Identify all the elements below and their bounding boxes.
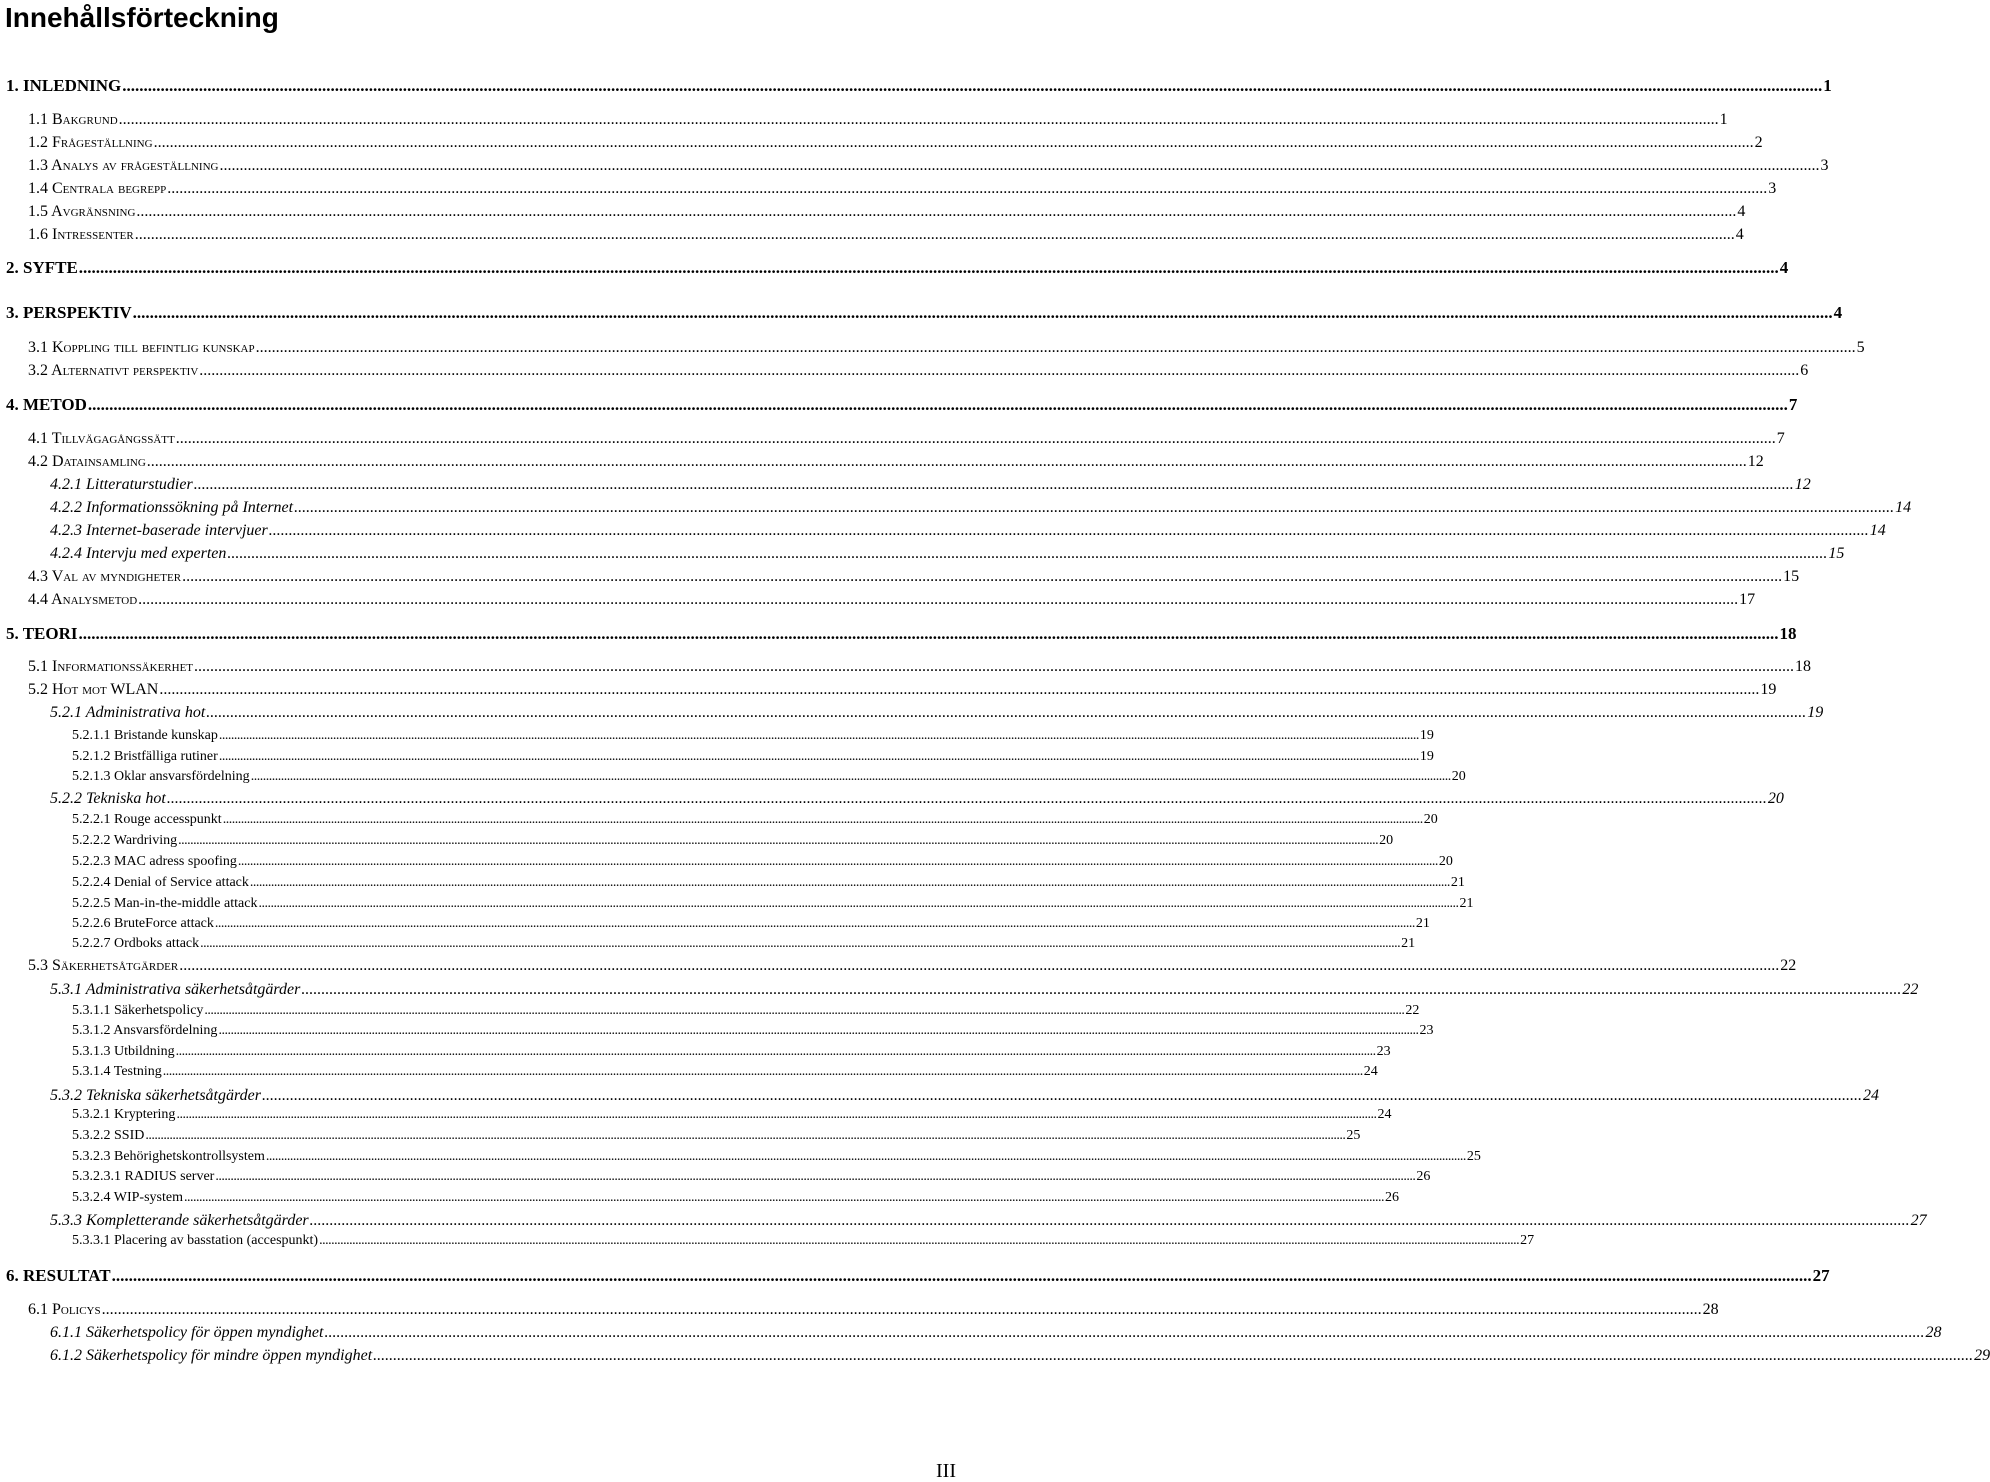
toc-entry-label: 4.2.2 Informationssökning på Internet xyxy=(50,499,294,516)
toc-entry-label: 5.2.2.3 MAC adress spoofing xyxy=(72,854,237,869)
toc-dot-leader: ................................................................................................................................................................................................................................................................................................................................................................................................................ xyxy=(179,957,1780,974)
toc-entry-label: 4.2.1 Litteraturstudier xyxy=(50,476,193,493)
toc-entry[interactable] xyxy=(0,1189,1399,1206)
toc-entry-page: 24 xyxy=(1363,1064,1378,1079)
toc-dot-leader: ................................................................................................................................................................................................................................................................................................................................................................................................................ xyxy=(324,1324,1925,1341)
toc-entry-label: 1.3 Analys av frågeställning xyxy=(28,157,219,174)
toc-dot-leader: ................................................................................................................................................................................................................................................................................................................................................................................................................ xyxy=(206,704,1807,721)
toc-entry[interactable] xyxy=(0,1211,1927,1230)
toc-entry-label: 2. SYFTE xyxy=(6,258,78,277)
toc-entry[interactable] xyxy=(0,832,1394,849)
toc-entry-label: 6.1.2 Säkerhetspolicy för mindre öppen myndighet xyxy=(50,1347,373,1364)
toc-dot-leader: ................................................................................................................................................................................................................................................................................................................................................................................................................ xyxy=(222,812,1423,827)
toc-entry-page: 15 xyxy=(1783,568,1800,585)
toc-dot-leader: ................................................................................................................................................................................................................................................................................................................................................................................................................ xyxy=(255,339,1856,356)
toc-entry[interactable] xyxy=(0,727,1434,744)
toc-dot-leader: ................................................................................................................................................................................................................................................................................................................................................................................................................ xyxy=(167,180,1768,197)
toc-dot-leader: ................................................................................................................................................................................................................................................................................................................................................................................................................ xyxy=(219,157,1820,174)
toc-entry-label: 5.3.1.1 Säkerhetspolicy xyxy=(72,1003,204,1018)
toc-entry[interactable] xyxy=(0,1022,1434,1039)
toc-entry-page: 27 xyxy=(1910,1212,1927,1229)
toc-entry-label: 5.3.2 Tekniska säkerhetsåtgärder xyxy=(50,1087,261,1104)
toc-entry-label: 4.4 Analysmetod xyxy=(28,591,138,608)
toc-entry[interactable] xyxy=(0,956,1797,975)
toc-entry[interactable] xyxy=(0,521,1886,540)
toc-entry[interactable] xyxy=(0,624,1797,644)
toc-entry-page: 19 xyxy=(1807,704,1824,721)
toc-entry-page: 22 xyxy=(1405,1003,1420,1018)
toc-dot-leader: ................................................................................................................................................................................................................................................................................................................................................................................................................ xyxy=(159,681,1760,698)
toc-entry-page: 2 xyxy=(1754,134,1763,151)
toc-entry-page: 14 xyxy=(1895,499,1912,516)
toc-dot-leader: ................................................................................................................................................................................................................................................................................................................................................................................................................ xyxy=(101,1301,1702,1318)
toc-entry-label: 5.3.2.1 Kryptering xyxy=(72,1107,176,1122)
toc-entry-page: 22 xyxy=(1780,957,1797,974)
toc-entry-label: 5.2.2.2 Wardriving xyxy=(72,833,178,848)
toc-entry[interactable] xyxy=(0,133,1763,152)
toc-entry-page: 5 xyxy=(1856,339,1865,356)
toc-entry[interactable] xyxy=(0,590,1756,609)
toc-entry-page: 17 xyxy=(1739,591,1756,608)
toc-entry[interactable] xyxy=(0,156,1829,175)
toc-entry[interactable] xyxy=(0,202,1746,221)
toc-entry[interactable] xyxy=(0,895,1474,912)
toc-dot-leader: ................................................................................................................................................................................................................................................................................................................................................................................................................ xyxy=(118,111,1719,128)
toc-entry[interactable] xyxy=(0,915,1430,932)
toc-entry[interactable] xyxy=(0,748,1434,765)
toc-dot-leader: ................................................................................................................................................................................................................................................................................................................................................................................................................ xyxy=(146,453,1747,470)
toc-entry-page: 7 xyxy=(1788,395,1798,414)
toc-entry[interactable] xyxy=(0,1043,1391,1060)
toc-entry-page: 20 xyxy=(1451,769,1466,784)
toc-entry-page: 27 xyxy=(1812,1266,1830,1285)
toc-dot-leader: ................................................................................................................................................................................................................................................................................................................................................................................................................ xyxy=(193,476,1794,493)
toc-entry-page: 21 xyxy=(1401,936,1416,951)
toc-entry[interactable] xyxy=(0,935,1416,952)
toc-entry-label: 1.2 Frågeställning xyxy=(28,134,153,151)
toc-entry[interactable] xyxy=(0,76,1832,96)
toc-dot-leader: ................................................................................................................................................................................................................................................................................................................................................................................................................ xyxy=(294,499,1895,516)
toc-dot-leader: ................................................................................................................................................................................................................................................................................................................................................................................................................ xyxy=(199,362,1800,379)
toc-dot-leader: ................................................................................................................................................................................................................................................................................................................................................................................................................ xyxy=(132,303,1833,322)
toc-entry-page: 24 xyxy=(1862,1087,1879,1104)
toc-entry[interactable] xyxy=(0,1232,1535,1249)
toc-dot-leader: ................................................................................................................................................................................................................................................................................................................................................................................................................ xyxy=(78,258,1779,277)
toc-entry[interactable] xyxy=(0,1148,1481,1165)
toc-entry-page: 23 xyxy=(1376,1044,1391,1059)
toc-dot-leader: ................................................................................................................................................................................................................................................................................................................................................................................................................ xyxy=(200,936,1401,951)
toc-entry-label: 5.3.2.4 WIP-system xyxy=(72,1190,183,1205)
toc-entry[interactable] xyxy=(0,1127,1361,1144)
toc-entry-label: 4.2 Datainsamling xyxy=(28,453,146,470)
toc-entry-page: 3 xyxy=(1820,157,1829,174)
toc-entry[interactable] xyxy=(0,1168,1431,1185)
toc-dot-leader: ................................................................................................................................................................................................................................................................................................................................................................................................................ xyxy=(153,134,1754,151)
toc-entry-page: 7 xyxy=(1776,430,1785,447)
toc-dot-leader: ................................................................................................................................................................................................................................................................................................................................................................................................................ xyxy=(309,1212,1910,1229)
toc-entry[interactable] xyxy=(0,338,1865,357)
toc-entry-page: 19 xyxy=(1760,681,1777,698)
toc-entry-label: 6.1.1 Säkerhetspolicy för öppen myndighet xyxy=(50,1324,324,1341)
page-number: III xyxy=(936,1460,956,1482)
toc-entry-label: 6.1 Policys xyxy=(28,1301,101,1318)
toc-dot-leader: ................................................................................................................................................................................................................................................................................................................................................................................................................ xyxy=(176,1107,1377,1122)
toc-entry[interactable] xyxy=(0,567,1800,586)
toc-entry[interactable] xyxy=(0,768,1466,785)
toc-dot-leader: ................................................................................................................................................................................................................................................................................................................................................................................................................ xyxy=(218,728,1419,743)
toc-entry-label: 4.2.4 Intervju med experten xyxy=(50,545,227,562)
toc-entry-page: 29 xyxy=(1974,1347,1990,1364)
toc-entry[interactable] xyxy=(0,874,1465,891)
toc-entry[interactable] xyxy=(0,475,1811,494)
toc-entry-page: 21 xyxy=(1459,896,1474,911)
toc-entry[interactable] xyxy=(0,110,1728,129)
toc-entry-page: 20 xyxy=(1438,854,1453,869)
toc-entry-label: 1.6 Intressenter xyxy=(28,226,134,243)
toc-entry[interactable] xyxy=(0,980,1919,999)
toc-entry-label: 5.2.2.5 Man-in-the-middle attack xyxy=(72,896,258,911)
toc-entry-page: 25 xyxy=(1346,1128,1361,1143)
toc-entry-page: 20 xyxy=(1423,812,1438,827)
toc-dot-leader: ................................................................................................................................................................................................................................................................................................................................................................................................................ xyxy=(87,395,1788,414)
toc-entry-page: 26 xyxy=(1416,1169,1431,1184)
toc-entry-page: 1 xyxy=(1719,111,1728,128)
toc-entry-page: 4 xyxy=(1735,226,1744,243)
toc-entry[interactable] xyxy=(0,179,1777,198)
toc-entry-label: 5.3.1.2 Ansvarsfördelning xyxy=(72,1023,218,1038)
toc-entry-page: 18 xyxy=(1779,624,1797,643)
toc-dot-leader: ................................................................................................................................................................................................................................................................................................................................................................................................................ xyxy=(268,522,1869,539)
toc-entry-page: 12 xyxy=(1794,476,1811,493)
toc-dot-leader: ................................................................................................................................................................................................................................................................................................................................................................................................................ xyxy=(261,1087,1862,1104)
toc-dot-leader: ................................................................................................................................................................................................................................................................................................................................................................................................................ xyxy=(227,545,1828,562)
page-title: Innehållsförteckning xyxy=(5,2,279,33)
toc-entry-label: 5.2.1 Administrativa hot xyxy=(50,704,206,721)
toc-dot-leader: ................................................................................................................................................................................................................................................................................................................................................................................................................ xyxy=(258,896,1459,911)
toc-dot-leader: ................................................................................................................................................................................................................................................................................................................................................................................................................ xyxy=(175,430,1776,447)
toc-entry-label: 5.3.2.3.1 RADIUS server xyxy=(72,1169,215,1184)
toc-entry[interactable] xyxy=(0,657,1812,676)
toc-entry[interactable] xyxy=(0,1346,1990,1365)
toc-dot-leader: ................................................................................................................................................................................................................................................................................................................................................................................................................ xyxy=(178,833,1379,848)
toc-entry[interactable] xyxy=(0,1086,1879,1105)
toc-entry-page: 20 xyxy=(1379,833,1394,848)
toc-dot-leader: ................................................................................................................................................................................................................................................................................................................................................................................................................ xyxy=(214,916,1415,931)
toc-entry[interactable] xyxy=(0,1063,1378,1080)
toc-dot-leader: ................................................................................................................................................................................................................................................................................................................................................................................................................ xyxy=(218,1023,1419,1038)
toc-entry-label: 1. INLEDNING xyxy=(6,76,122,95)
toc-dot-leader: ................................................................................................................................................................................................................................................................................................................................................................................................................ xyxy=(194,658,1795,675)
toc-dot-leader: ................................................................................................................................................................................................................................................................................................................................................................................................................ xyxy=(78,624,1779,643)
toc-entry-page: 12 xyxy=(1747,453,1764,470)
toc-entry-page: 6 xyxy=(1800,362,1809,379)
toc-dot-leader: ................................................................................................................................................................................................................................................................................................................................................................................................................ xyxy=(250,769,1451,784)
toc-entry-page: 28 xyxy=(1702,1301,1719,1318)
toc-dot-leader: ................................................................................................................................................................................................................................................................................................................................................................................................................ xyxy=(134,226,1735,243)
toc-entry-page: 22 xyxy=(1902,981,1919,998)
toc-entry[interactable] xyxy=(0,429,1785,448)
toc-entry[interactable] xyxy=(0,853,1453,870)
toc-entry[interactable] xyxy=(0,225,1744,244)
toc-entry-label: 5.2.2.1 Rouge accesspunkt xyxy=(72,812,222,827)
toc-entry[interactable] xyxy=(0,811,1438,828)
toc-entry-page: 3 xyxy=(1768,180,1777,197)
toc-entry[interactable] xyxy=(0,789,1784,808)
toc-entry-page: 28 xyxy=(1925,1324,1942,1341)
toc-entry-label: 6. RESULTAT xyxy=(6,1266,111,1285)
toc-entry[interactable] xyxy=(0,1002,1420,1019)
toc-entry[interactable] xyxy=(0,544,1845,563)
toc-entry-label: 5.3.2.2 SSID xyxy=(72,1128,145,1143)
toc-entry-label: 5.2.2.6 BruteForce attack xyxy=(72,916,214,931)
toc-dot-leader: ................................................................................................................................................................................................................................................................................................................................................................................................................ xyxy=(249,875,1450,890)
toc-entry-label: 4. METOD xyxy=(6,395,87,414)
toc-entry-page: 19 xyxy=(1419,728,1434,743)
toc-entry-label: 5.3.1.3 Utbildning xyxy=(72,1044,175,1059)
toc-entry-label: 5.2.2.4 Denial of Service attack xyxy=(72,875,249,890)
toc-entry-label: 3.1 Koppling till befintlig kunskap xyxy=(28,339,255,356)
toc-dot-leader: ................................................................................................................................................................................................................................................................................................................................................................................................................ xyxy=(122,76,1823,95)
toc-entry[interactable] xyxy=(0,1266,1830,1286)
toc-entry-page: 23 xyxy=(1419,1023,1434,1038)
toc-dot-leader: ................................................................................................................................................................................................................................................................................................................................................................................................................ xyxy=(175,1044,1376,1059)
toc-entry[interactable] xyxy=(0,303,1843,323)
toc-dot-leader: ................................................................................................................................................................................................................................................................................................................................................................................................................ xyxy=(204,1003,1405,1018)
toc-entry-page: 14 xyxy=(1869,522,1886,539)
toc-dot-leader: ................................................................................................................................................................................................................................................................................................................................................................................................................ xyxy=(183,1190,1384,1205)
toc-entry-label: 5.2.1.2 Bristfälliga rutiner xyxy=(72,749,218,764)
toc-entry-label: 5.2.1.3 Oklar ansvarsfördelning xyxy=(72,769,250,784)
toc-entry[interactable] xyxy=(0,1323,1942,1342)
toc-entry-label: 5.2.1.1 Bristande kunskap xyxy=(72,728,218,743)
toc-entry-label: 5.2.2 Tekniska hot xyxy=(50,790,166,807)
toc-entry[interactable] xyxy=(0,1300,1719,1319)
toc-dot-leader: ................................................................................................................................................................................................................................................................................................................................................................................................................ xyxy=(145,1128,1346,1143)
toc-entry-label: 5.3.2.3 Behörighetskontrollsystem xyxy=(72,1149,265,1164)
toc-entry-label: 5. TEORI xyxy=(6,624,78,643)
toc-entry-page: 15 xyxy=(1828,545,1845,562)
toc-dot-leader: ................................................................................................................................................................................................................................................................................................................................................................................................................ xyxy=(301,981,1902,998)
toc-entry[interactable] xyxy=(0,258,1789,278)
toc-entry[interactable] xyxy=(0,1106,1392,1123)
toc-entry-label: 4.1 Tillvägagångssätt xyxy=(28,430,175,447)
toc-entry-label: 1.1 Bakgrund xyxy=(28,111,118,128)
toc-entry[interactable] xyxy=(0,680,1777,699)
toc-dot-leader: ................................................................................................................................................................................................................................................................................................................................................................................................................ xyxy=(215,1169,1416,1184)
toc-entry-label: 5.3 Säkerhetsåtgärder xyxy=(28,957,179,974)
toc-entry-label: 5.3.3 Kompletterande säkerhetsåtgärder xyxy=(50,1212,309,1229)
toc-entry[interactable] xyxy=(0,361,1809,380)
toc-entry[interactable] xyxy=(0,498,1912,517)
toc-entry-page: 4 xyxy=(1737,203,1746,220)
toc-entry-label: 5.3.1.4 Testning xyxy=(72,1064,162,1079)
toc-entry[interactable] xyxy=(0,452,1764,471)
toc-entry-label: 5.2 Hot mot WLAN xyxy=(28,681,159,698)
toc-dot-leader: ................................................................................................................................................................................................................................................................................................................................................................................................................ xyxy=(218,749,1419,764)
toc-entry[interactable] xyxy=(0,703,1824,722)
toc-entry-page: 24 xyxy=(1377,1107,1392,1122)
toc-dot-leader: ................................................................................................................................................................................................................................................................................................................................................................................................................ xyxy=(265,1149,1466,1164)
toc-dot-leader: ................................................................................................................................................................................................................................................................................................................................................................................................................ xyxy=(166,790,1767,807)
toc-dot-leader: ................................................................................................................................................................................................................................................................................................................................................................................................................ xyxy=(237,854,1438,869)
toc-entry-page: 1 xyxy=(1823,76,1832,95)
toc-entry-page: 25 xyxy=(1466,1149,1481,1164)
toc-dot-leader: ................................................................................................................................................................................................................................................................................................................................................................................................................ xyxy=(319,1233,1520,1248)
toc-dot-leader: ................................................................................................................................................................................................................................................................................................................................................................................................................ xyxy=(111,1266,1812,1285)
toc-entry-label: 5.3.1 Administrativa säkerhetsåtgärder xyxy=(50,981,301,998)
toc-entry-label: 5.1 Informationssäkerhet xyxy=(28,658,194,675)
toc-entry-page: 4 xyxy=(1833,303,1843,322)
toc-dot-leader: ................................................................................................................................................................................................................................................................................................................................................................................................................ xyxy=(182,568,1783,585)
toc-entry-page: 21 xyxy=(1415,916,1430,931)
toc-entry-label: 3.2 Alternativt perspektiv xyxy=(28,362,199,379)
toc-entry-label: 5.3.3.1 Placering av basstation (accespunkt) xyxy=(72,1233,319,1248)
toc-entry-label: 1.4 Centrala begrepp xyxy=(28,180,167,197)
toc-entry-label: 1.5 Avgränsning xyxy=(28,203,136,220)
toc-dot-leader: ................................................................................................................................................................................................................................................................................................................................................................................................................ xyxy=(136,203,1737,220)
toc-entry-page: 21 xyxy=(1450,875,1465,890)
toc-entry-label: 3. PERSPEKTIV xyxy=(6,303,132,322)
toc-entry-label: 5.2.2.7 Ordboks attack xyxy=(72,936,200,951)
toc-dot-leader: ................................................................................................................................................................................................................................................................................................................................................................................................................ xyxy=(138,591,1739,608)
toc-entry[interactable] xyxy=(0,395,1798,415)
toc-entry-label: 4.2.3 Internet-baserade intervjuer xyxy=(50,522,268,539)
toc-dot-leader: ................................................................................................................................................................................................................................................................................................................................................................................................................ xyxy=(162,1064,1363,1079)
toc-entry-page: 26 xyxy=(1384,1190,1399,1205)
toc-dot-leader: ................................................................................................................................................................................................................................................................................................................................................................................................................ xyxy=(373,1347,1974,1364)
toc-entry-page: 18 xyxy=(1795,658,1812,675)
toc-entry-page: 20 xyxy=(1767,790,1784,807)
toc-entry-label: 4.3 Val av myndigheter xyxy=(28,568,182,585)
toc-entry-page: 4 xyxy=(1779,258,1789,277)
toc-entry-page: 27 xyxy=(1520,1233,1535,1248)
toc-entry-page: 19 xyxy=(1419,749,1434,764)
